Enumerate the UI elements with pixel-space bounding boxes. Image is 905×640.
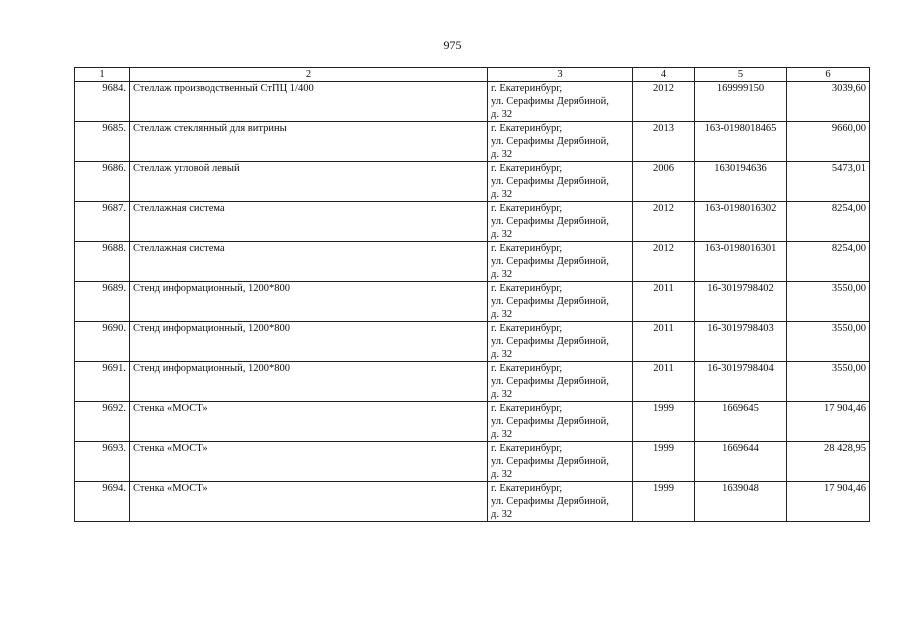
address-line: д. 32 — [491, 429, 513, 440]
row-number-cell: 9687. — [75, 202, 130, 242]
table-row — [75, 82, 870, 122]
row-number-cell: 9692. — [75, 402, 130, 442]
address-line: ул. Серафимы Дерябиной, — [491, 256, 609, 267]
inventory-number-cell: 169999150 — [695, 82, 787, 122]
year-cell: 2012 — [633, 82, 695, 122]
address-line: ул. Серафимы Дерябиной, — [491, 376, 609, 387]
inventory-number-cell: 163-0198016302 — [695, 202, 787, 242]
column-number-3: 3 — [488, 68, 633, 82]
address-cell — [488, 402, 633, 442]
row-number-cell: 9685. — [75, 122, 130, 162]
address-cell — [488, 202, 633, 242]
table-row — [75, 482, 870, 522]
address-line: ул. Серафимы Дерябиной, — [491, 496, 609, 507]
address-cell — [488, 362, 633, 402]
table-row — [75, 442, 870, 482]
cost-cell: 8254,00 — [787, 242, 870, 282]
address-line: ул. Серафимы Дерябиной, — [491, 456, 609, 467]
year-cell: 2006 — [633, 162, 695, 202]
item-name-cell: Стенка «МОСТ» — [130, 402, 488, 442]
address-line: г. Екатеринбург, — [491, 443, 563, 454]
table-row — [75, 282, 870, 322]
item-name-cell: Стенд информационный, 1200*800 — [130, 282, 488, 322]
address-cell — [488, 282, 633, 322]
year-cell: 2011 — [633, 282, 695, 322]
year-cell: 2012 — [633, 242, 695, 282]
row-number-cell: 9684. — [75, 82, 130, 122]
cost-cell: 3550,00 — [787, 322, 870, 362]
column-number-6: 6 — [787, 68, 870, 82]
registry-table — [74, 67, 870, 522]
address-line: д. 32 — [491, 469, 513, 480]
address-line: ул. Серафимы Дерябиной, — [491, 176, 609, 187]
address-line: г. Екатеринбург, — [491, 203, 563, 214]
cost-cell: 3550,00 — [787, 282, 870, 322]
registry-table-body — [75, 68, 870, 522]
item-name-cell: Стеллажная система — [130, 242, 488, 282]
address-line: г. Екатеринбург, — [491, 243, 563, 254]
address-line: г. Екатеринбург, — [491, 363, 563, 374]
page-number: 975 — [443, 38, 462, 52]
address-line: г. Екатеринбург, — [491, 483, 563, 494]
inventory-number-cell: 1639048 — [695, 482, 787, 522]
inventory-number-cell: 16-3019798403 — [695, 322, 787, 362]
address-cell — [488, 482, 633, 522]
inventory-number-cell: 1669645 — [695, 402, 787, 442]
row-number-cell: 9686. — [75, 162, 130, 202]
address-cell — [488, 322, 633, 362]
row-number-cell: 9694. — [75, 482, 130, 522]
address-line: г. Екатеринбург, — [491, 283, 563, 294]
year-cell: 1999 — [633, 482, 695, 522]
inventory-number-cell: 16-3019798402 — [695, 282, 787, 322]
address-cell — [488, 242, 633, 282]
address-line: ул. Серафимы Дерябиной, — [491, 216, 609, 227]
row-number-cell: 9693. — [75, 442, 130, 482]
year-cell: 1999 — [633, 442, 695, 482]
address-line: г. Екатеринбург, — [491, 123, 563, 134]
address-cell — [488, 442, 633, 482]
table-row — [75, 402, 870, 442]
address-line: д. 32 — [491, 309, 513, 320]
address-line: г. Екатеринбург, — [491, 163, 563, 174]
address-line: д. 32 — [491, 509, 513, 520]
item-name-cell: Стеллаж угловой левый — [130, 162, 488, 202]
item-name-cell: Стенд информационный, 1200*800 — [130, 322, 488, 362]
year-cell: 2011 — [633, 322, 695, 362]
cost-cell: 17 904,46 — [787, 482, 870, 522]
year-cell: 2011 — [633, 362, 695, 402]
column-number-1: 1 — [75, 68, 130, 82]
address-line: д. 32 — [491, 349, 513, 360]
cost-cell: 5473,01 — [787, 162, 870, 202]
item-name-cell: Стеллажная система — [130, 202, 488, 242]
cost-cell: 3550,00 — [787, 362, 870, 402]
inventory-number-cell: 1630194636 — [695, 162, 787, 202]
table-row — [75, 162, 870, 202]
inventory-number-cell: 16-3019798404 — [695, 362, 787, 402]
row-number-cell: 9690. — [75, 322, 130, 362]
address-line: г. Екатеринбург, — [491, 403, 563, 414]
address-cell — [488, 122, 633, 162]
address-line: д. 32 — [491, 189, 513, 200]
address-line: г. Екатеринбург, — [491, 83, 563, 94]
address-cell — [488, 82, 633, 122]
address-line: д. 32 — [491, 389, 513, 400]
item-name-cell: Стенка «МОСТ» — [130, 482, 488, 522]
year-cell: 2013 — [633, 122, 695, 162]
item-name-cell: Стенд информационный, 1200*800 — [130, 362, 488, 402]
row-number-cell: 9688. — [75, 242, 130, 282]
address-line: д. 32 — [491, 109, 513, 120]
cost-cell: 9660,00 — [787, 122, 870, 162]
item-name-cell: Стенка «МОСТ» — [130, 442, 488, 482]
column-number-2: 2 — [130, 68, 488, 82]
inventory-number-cell: 1669644 — [695, 442, 787, 482]
row-number-cell: 9689. — [75, 282, 130, 322]
address-line: ул. Серафимы Дерябиной, — [491, 96, 609, 107]
address-line: ул. Серафимы Дерябиной, — [491, 136, 609, 147]
cost-cell: 28 428,95 — [787, 442, 870, 482]
table-row — [75, 322, 870, 362]
item-name-cell: Стеллаж стеклянный для витрины — [130, 122, 488, 162]
inventory-number-cell: 163-0198016301 — [695, 242, 787, 282]
table-row — [75, 242, 870, 282]
item-name-cell: Стеллаж производственный СтПЦ 1/400 — [130, 82, 488, 122]
address-line: г. Екатеринбург, — [491, 323, 563, 334]
column-number-row — [75, 68, 870, 82]
address-line: д. 32 — [491, 229, 513, 240]
address-line: ул. Серафимы Дерябиной, — [491, 336, 609, 347]
address-line: д. 32 — [491, 269, 513, 280]
table-row — [75, 202, 870, 242]
address-line: ул. Серафимы Дерябиной, — [491, 296, 609, 307]
address-line: д. 32 — [491, 149, 513, 160]
year-cell: 2012 — [633, 202, 695, 242]
table-row — [75, 362, 870, 402]
year-cell: 1999 — [633, 402, 695, 442]
table-row — [75, 122, 870, 162]
inventory-number-cell: 163-0198018465 — [695, 122, 787, 162]
column-number-4: 4 — [633, 68, 695, 82]
cost-cell: 8254,00 — [787, 202, 870, 242]
address-line: ул. Серафимы Дерябиной, — [491, 416, 609, 427]
cost-cell: 3039,60 — [787, 82, 870, 122]
address-cell — [488, 162, 633, 202]
row-number-cell: 9691. — [75, 362, 130, 402]
cost-cell: 17 904,46 — [787, 402, 870, 442]
column-number-5: 5 — [695, 68, 787, 82]
